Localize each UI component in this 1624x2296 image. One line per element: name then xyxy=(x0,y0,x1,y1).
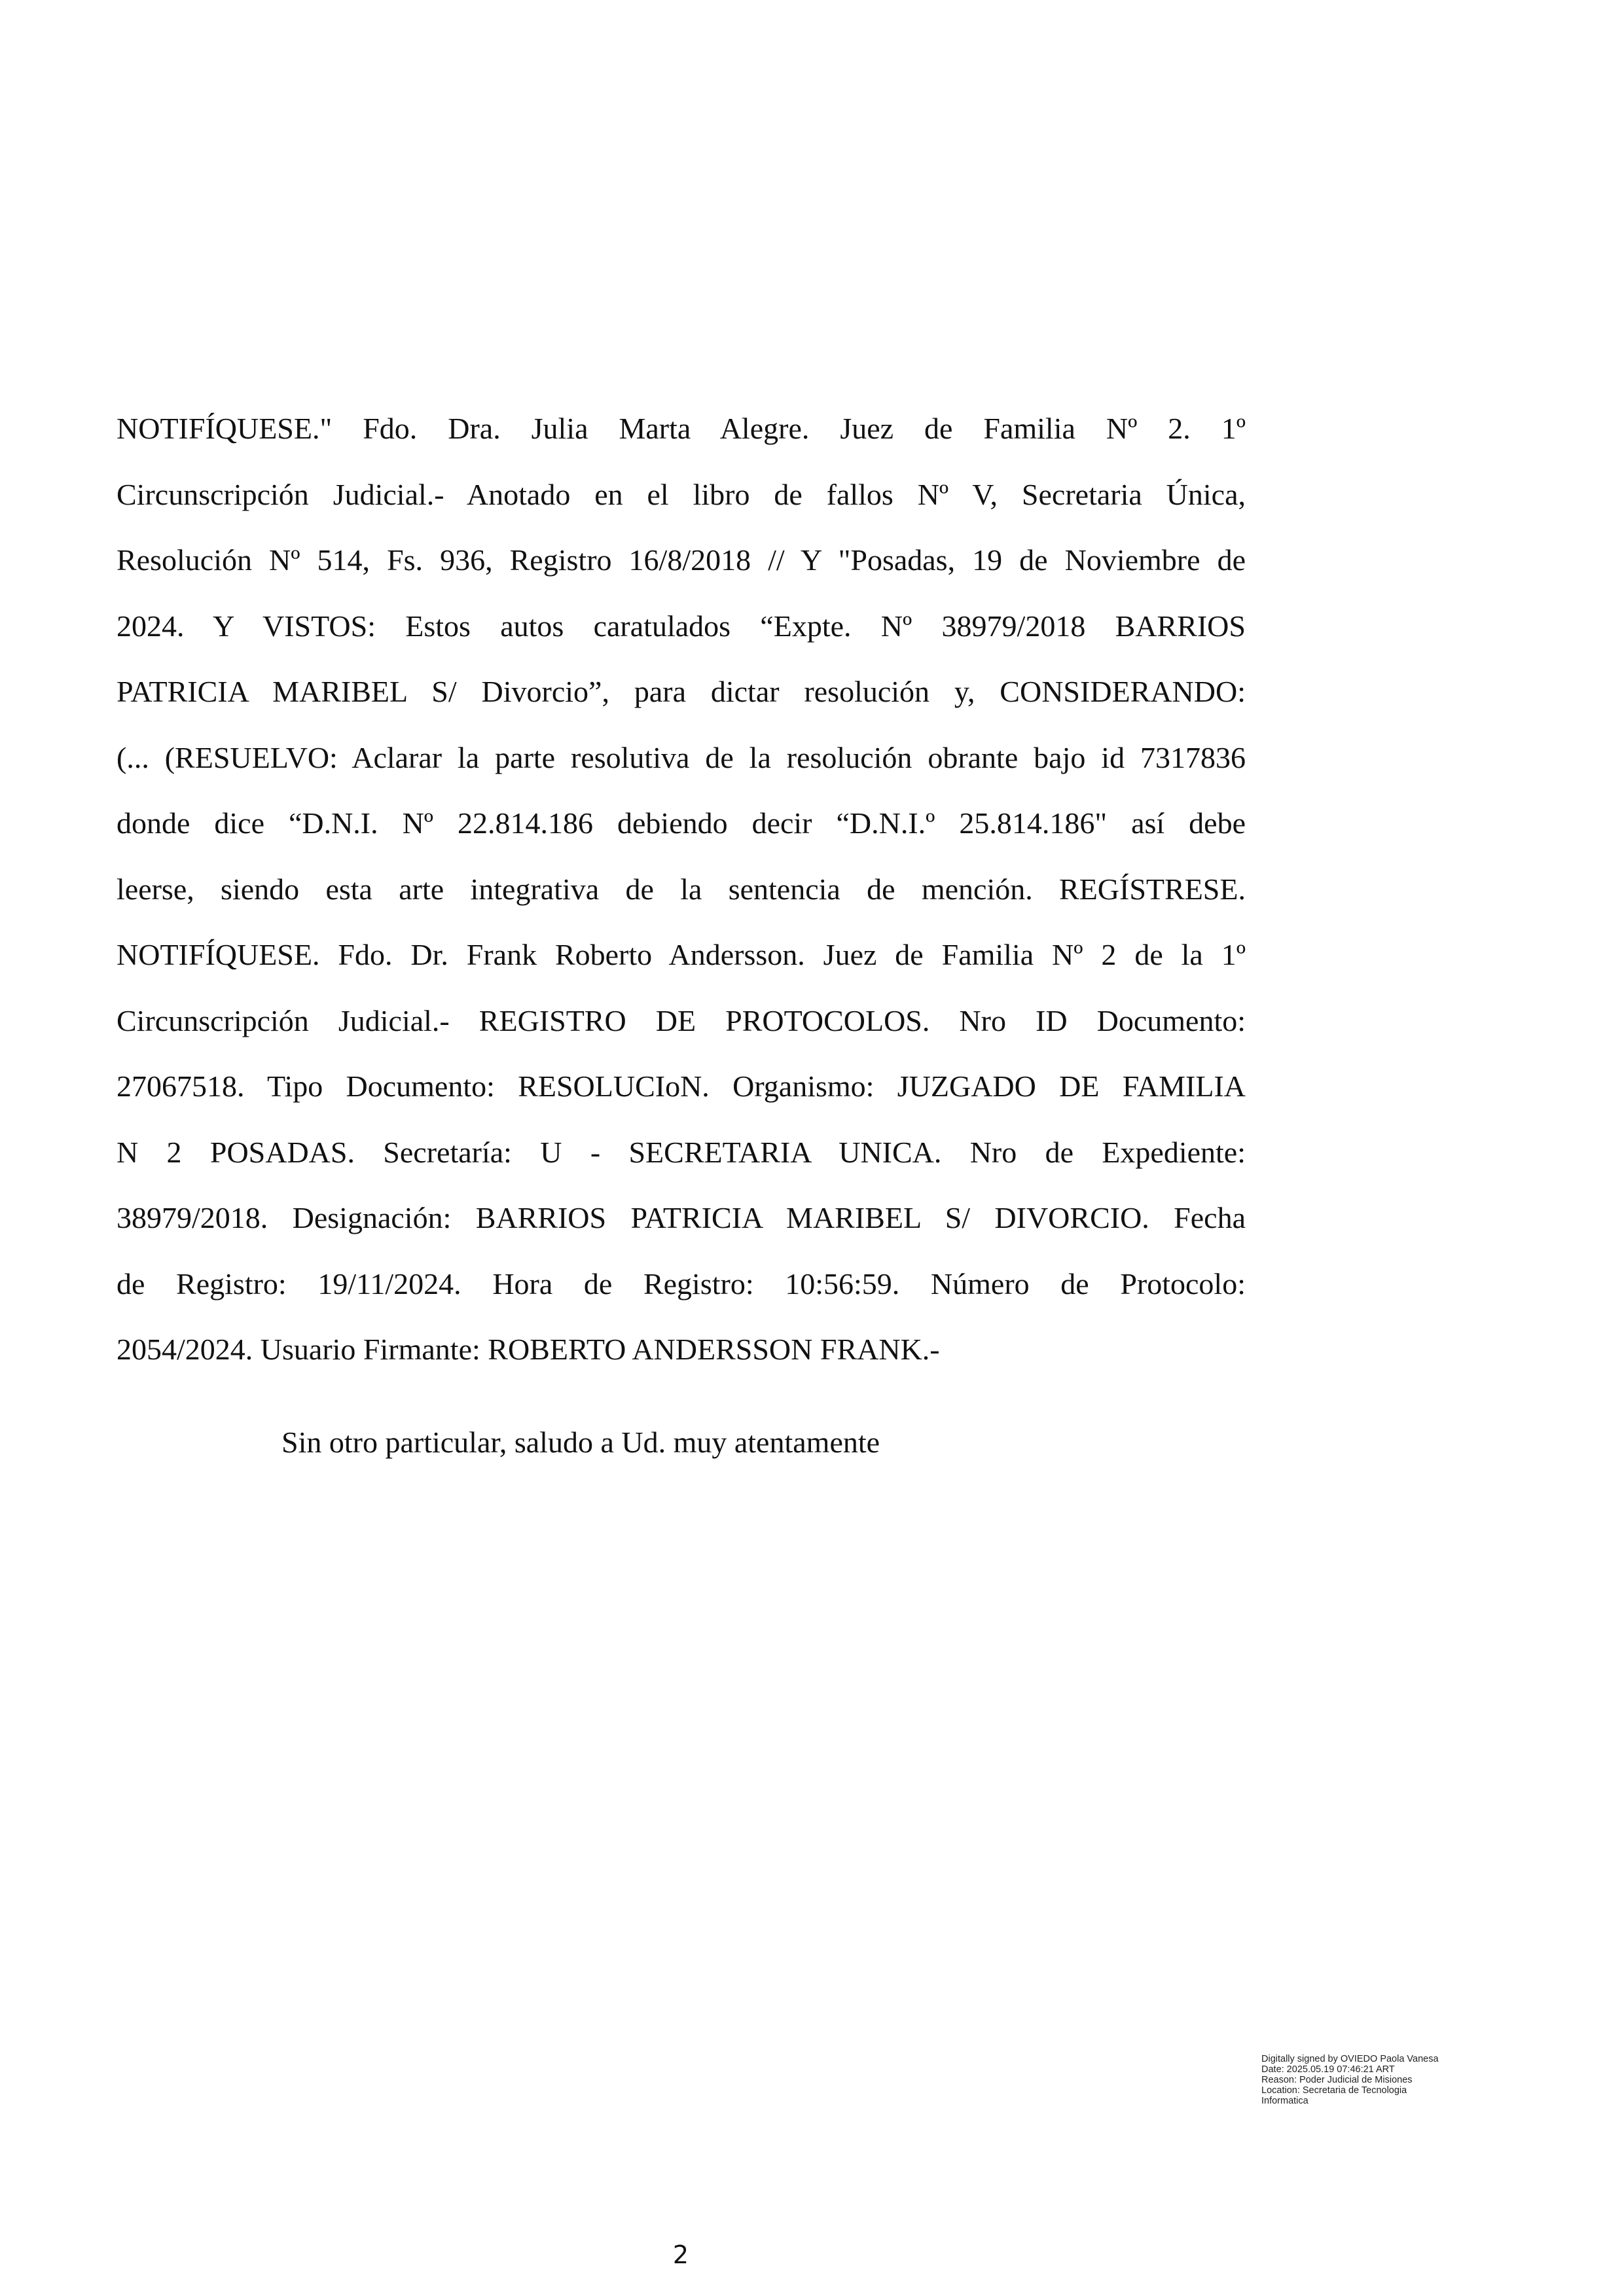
body-line: Resolución Nº 514, Fs. 936, Registro 16/8/2018 // Y "Posadas, 19 de Noviembre de xyxy=(117,543,1246,577)
closing-salutation: Sin otro particular, saludo a Ud. muy atentamente xyxy=(281,1426,880,1459)
signature-location: Location: Secretaria de Tecnologia xyxy=(1261,2085,1407,2096)
signature-signer: Digitally signed by OVIEDO Paola Vanesa xyxy=(1261,2054,1439,2064)
digital-signature-block xyxy=(1261,2054,1497,2106)
body-line: Circunscripción Judicial.- Anotado en el libro de fallos Nº V, Secretaria Única, xyxy=(117,477,1246,511)
signature-date: Date: 2025.05.19 07:46:21 ART xyxy=(1261,2064,1395,2075)
signature-location-cont: Informatica xyxy=(1261,2096,1308,2106)
body-line: de Registro: 19/11/2024. Hora de Registro: 10:56:59. Número de Protocolo: xyxy=(117,1266,1246,1300)
body-line: NOTIFÍQUESE. Fdo. Dr. Frank Roberto Andersson. Juez de Familia Nº 2 de la 1º xyxy=(117,938,1246,971)
body-line: NOTIFÍQUESE." Fdo. Dra. Julia Marta Alegre. Juez de Familia Nº 2. 1º xyxy=(117,412,1246,445)
body-line: leerse, siendo esta arte integrativa de la sentencia de mención. REGÍSTRESE. xyxy=(117,872,1246,906)
body-line: 38979/2018. Designación: BARRIOS PATRICIA MARIBEL S/ DIVORCIO. Fecha xyxy=(117,1201,1246,1234)
document-body xyxy=(117,396,1246,1383)
signature-reason: Reason: Poder Judicial de Misiones xyxy=(1261,2075,1413,2085)
body-line: N 2 POSADAS. Secretaría: U - SECRETARIA UNICA. Nro de Expediente: xyxy=(117,1135,1246,1169)
body-line: (... (RESUELVO: Aclarar la parte resolutiva de la resolución obrante bajo id 7317836 xyxy=(117,740,1246,774)
page-number: 2 xyxy=(672,2240,689,2269)
body-line: 27067518. Tipo Documento: RESOLUCIoN. Organismo: JUZGADO DE FAMILIA xyxy=(117,1069,1246,1103)
body-line: Circunscripción Judicial.- REGISTRO DE PROTOCOLOS. Nro ID Documento: xyxy=(117,1003,1246,1037)
body-line: donde dice “D.N.I. Nº 22.814.186 debiendo decir “D.N.I.º 25.814.186" así debe xyxy=(117,806,1246,840)
body-line: 2054/2024. Usuario Firmante: ROBERTO ANDERSSON FRANK.- xyxy=(117,1333,940,1366)
body-line: 2024. Y VISTOS: Estos autos caratulados “Expte. Nº 38979/2018 BARRIOS xyxy=(117,609,1246,643)
body-line: PATRICIA MARIBEL S/ Divorcio”, para dictar resolución y, CONSIDERANDO: xyxy=(117,675,1246,708)
